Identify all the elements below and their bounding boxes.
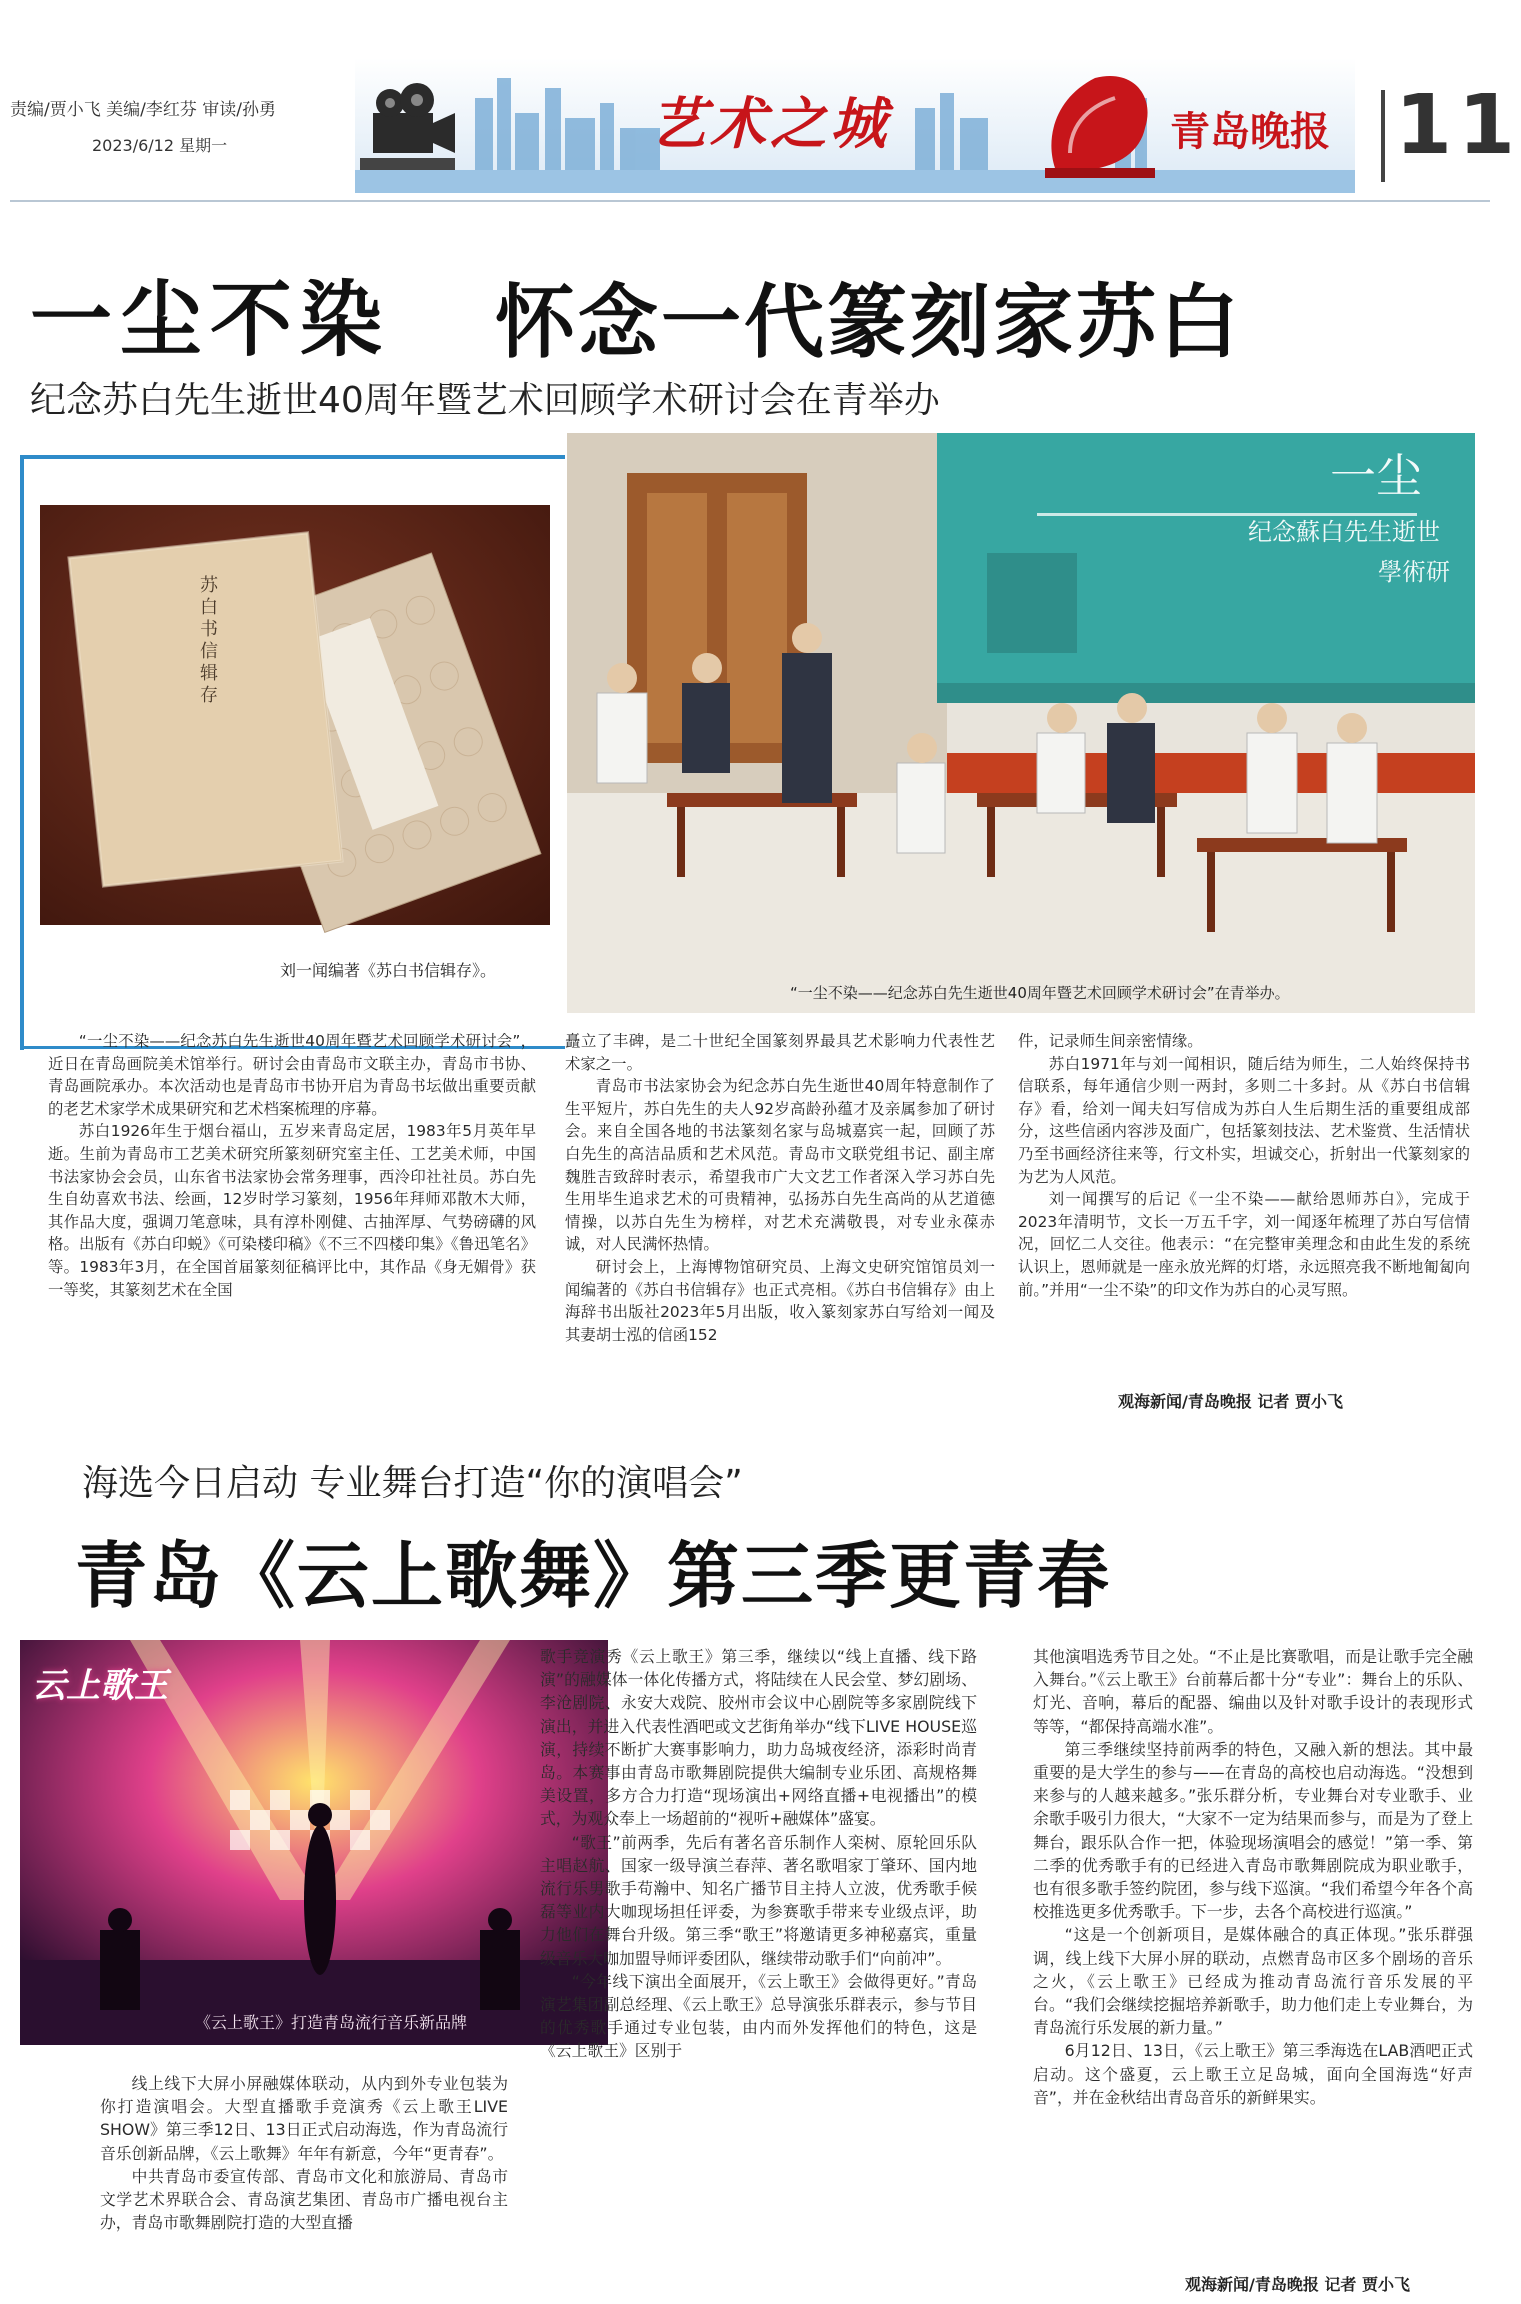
article-2-column-2 <box>540 1645 977 2295</box>
paragraph: 歌手竞演秀《云上歌王》第三季，继续以“线上直播、线下路演”的融媒体一体化传播方式，将陆续在人民会堂、梦幻剧场、李沧剧院、永安大戏院、胶州市会议中心剧院等多家剧院线下演出，并进入代表性酒吧或文艺街角举办“线下LIVE HOUSE巡演，持续不断扩大赛事影响力，助力岛城夜经济，添彩时尚青岛。本赛事由青岛市歌舞剧院提供大编制专业乐团、高规格舞美设置，多方合力打造“现场演出+网络直播+电视播出”的模式，为观众奉上一场超前的“视听+融媒体”盛宴。 <box>540 1647 977 1829</box>
book-photo-caption: 刘一闻编著《苏白书信辑存》。 <box>280 961 497 980</box>
article-2-column-1 <box>100 2072 508 2292</box>
page-number-rule <box>1381 90 1385 182</box>
article-2-column-3 <box>1033 1645 1473 2265</box>
paragraph: 苏白1971年与刘一闻相识，随后结为师生，二人始终保持书信联系，每年通信少则一两封，多则二十多封。从《苏白书信辑存》看，给刘一闻夫妇写信成为苏白人生后期生活的重要组成部分，这些信函内容涉及面广，包括篆刻技法、艺术鉴赏、生活情状乃至书画经济往来等，行文朴实，坦诚交心，折射出一代篆刻家的为艺为人风范。 <box>1018 1054 1470 1186</box>
paragraph: “今年线下演出全面展开，《云上歌王》会做得更好。”青岛演艺集团副总经理、《云上歌王》总导演张乐群表示，参与节目的优秀歌手通过专业包装，由内而外发挥他们的特色，这是《云上歌王》区别于 <box>540 1971 977 2061</box>
headline-1-part-2: 怀念一代篆刻家苏白 <box>495 276 1242 369</box>
paragraph: 其他演唱选秀节目之处。“不止是比赛歌唱，而是让歌手完全融入舞台。”《云上歌王》台前幕后都十分“专业”：舞台上的乐队、灯光、音响，幕后的配器、编曲以及针对歌手设计的表现形式等等，“都保持高端水准”。 <box>1033 1647 1473 1736</box>
headline-2: 青岛《云上歌舞》第三季更青春 <box>75 1534 1112 1618</box>
kicker-2: 海选今日启动 专业舞台打造“你的演唱会” <box>82 1463 743 1504</box>
concert-stage-photo <box>20 1640 608 2045</box>
article-1-column-2 <box>565 1030 995 1415</box>
newspaper-name: 青岛晚报 <box>1170 108 1330 155</box>
book-photo <box>40 505 550 925</box>
article-1-byline: 观海新闻/青岛晚报 记者 贾小飞 <box>1118 1392 1343 1411</box>
paragraph: 苏白1926年生于烟台福山，五岁来青岛定居，1983年5月英年早逝。生前为青岛市工艺美术研究所篆刻研究室主任、工艺美术师，中国书法家协会会员，山东省书法家协会常务理事，西泠印社社员。苏白先生自幼喜欢书法、绘画，12岁时学习篆刻，1956年拜师邓散木大师，其作品大度，强调刀笔意味，具有淳朴刚健、古抽浑厚、气势磅礴的风格。出版有《苏白印蜕》《可染楼印稿》《不三不四楼印集》《鲁迅笔名》等。1983年3月，在全国首届篆刻征稿评比中，其作品《身无媚骨》获一等奖，其篆刻艺术在全国 <box>48 1122 536 1299</box>
stage-logo: 云上歌王 <box>32 1666 168 1706</box>
paragraph: 矗立了丰碑，是二十世纪全国篆刻界最具艺术影响力代表性艺术家之一。 <box>565 1032 995 1073</box>
paragraph: 研讨会上，上海博物馆研究员、上海文史研究馆馆员刘一闻编著的《苏白书信辑存》也正式亮相。《苏白书信辑存》由上海辞书出版社2023年5月出版，收入篆刻家苏白写给刘一闻及其妻胡士泓的信函152 <box>565 1257 995 1344</box>
paragraph: 第三季继续坚持前两季的特色，又融入新的想法。其中最重要的是大学生的参与——在青岛的高校也启动海选。“没想到来参与的人越来越多。”张乐群分析，专业舞台对专业歌手、业余歌手吸引力很大，“大家不一定为结果而参与，而是为了登上舞台，跟乐队合作一把，体验现场演唱会的感觉！”第一季、第二季的优秀歌手有的已经进入青岛市歌舞剧院成为职业歌手，也有很多歌手签约院团，参与线下巡演。“我们希望今年各个高校推选更多优秀歌手。下一步，去各个高校进行巡演。” <box>1033 1739 1473 1922</box>
stage-caption: 《云上歌王》打造青岛流行音乐新品牌 <box>195 2013 468 2032</box>
headline-1-part-1: 一尘不染 <box>30 272 391 368</box>
issue-date: 2023/6/12 星期一 <box>92 136 228 155</box>
section-title: 艺术之城 <box>650 91 890 157</box>
seminar-screen-char: 一尘 <box>1330 449 1422 503</box>
header-divider <box>10 200 1490 202</box>
blue-frame-top <box>20 455 565 459</box>
page-number: 11 <box>1395 78 1521 173</box>
book-cover-title: 苏白书信辑存 <box>200 575 218 706</box>
paragraph: 件，记录师生间亲密情缘。 <box>1018 1032 1203 1050</box>
seminar-screen-subtitle: 學術研 <box>1378 558 1450 586</box>
blue-frame-left <box>20 455 24 1050</box>
article-1-column-3 <box>1018 1030 1470 1360</box>
editors-line: 责编/贾小飞 美编/李红芬 审读/孙勇 <box>10 100 276 120</box>
paragraph: 线上线下大屏小屏融媒体联动，从内到外专业包装为你打造演唱会。大型直播歌手竞演秀《云上歌王LIVE SHOW》第三季12日、13日正式启动海选，作为青岛流行音乐创新品牌，《云上歌舞》年年有新意，今年“更青春”。 <box>100 2074 508 2163</box>
subheadline-1: 纪念苏白先生逝世40周年暨艺术回顾学术研讨会在青举办 <box>30 380 940 421</box>
paragraph: “歌王”前两季，先后有著名音乐制作人栾树、原轮回乐队主唱赵航、国家一级导演兰春萍、著名歌唱家丁肇环、国内地流行乐男歌手苟瀚中、知名广播节目主持人立波，优秀歌手候磊等业内大咖现场担任评委，为参赛歌手带来专业级点评，助力他们在舞台升级。第三季“歌王”将邀请更多神秘嘉宾，重量级音乐大咖加盟导师评委团队，继续带动歌手们“向前冲”。 <box>540 1832 977 1968</box>
paragraph: 6月12日、13日，《云上歌王》第三季海选在LAB酒吧正式启动。这个盛夏，云上歌王立足岛城，面向全国海选“好声音”，并在金秋结出青岛音乐的新鲜果实。 <box>1033 2041 1473 2107</box>
seminar-photo-caption: “一尘不染——纪念苏白先生逝世40周年暨艺术回顾学术研讨会”在青举办。 <box>790 984 1290 1002</box>
article-1-column-1 <box>48 1030 536 1385</box>
paragraph: 中共青岛市委宣传部、青岛市文化和旅游局、青岛市文学艺术界联合会、青岛演艺集团、青岛市广播电视台主办，青岛市歌舞剧院打造的大型直播 <box>100 2166 508 2233</box>
paragraph: 青岛市书法家协会为纪念苏白先生逝世40周年特意制作了生平短片，苏白先生的夫人92岁高龄孙蕴才及亲属参加了研讨会。来自全国各地的书法篆刻名家与岛城嘉宾一起，回顾了苏白先生的高洁品质和艺术风范。青岛市文联党组书记、副主席魏胜吉致辞时表示，希望我市广大文艺工作者深入学习苏白先生用毕生追求艺术的可贵精神，弘扬苏白先生高尚的从艺道德情操，以苏白先生为榜样，对艺术充满敬畏，对专业永葆赤诚，对人民满怀热情。 <box>565 1077 995 1254</box>
paragraph: “这是一个创新项目，是媒体融合的真正体现。”张乐群强调，线上线下大屏小屏的联动，点燃青岛市区多个剧场的音乐之火，《云上歌王》已经成为推动青岛流行音乐发展的平台。“我们会继续挖掘培养新歌手，助力他们走上专业舞台，为青岛流行乐发展的新力量。” <box>1033 1925 1473 2038</box>
seminar-screen-title: 纪念蘇白先生逝世 <box>1248 518 1440 546</box>
paragraph: “一尘不染——纪念苏白先生逝世40周年暨艺术回顾学术研讨会”，近日在青岛画院美术馆举行。研讨会由青岛市文联主办，青岛市书协、青岛画院承办。本次活动也是青岛市书协开启为青岛书坛做出重要贡献的老艺术家学术成果研究和艺术档案梳理的序幕。 <box>48 1032 536 1118</box>
paragraph: 刘一闻撰写的后记《一尘不染——献给恩师苏白》，完成于2023年清明节，文长一万五千字，刘一闻逐年梳理了苏白写信情况，回忆二人交往。他表示：“在完整审美理念和由此生发的系统认识上，恩师就是一座永放光辉的灯塔，永远照亮我不断地匍匐向前。”并用“一尘不染”的印文作为苏白的心灵写照。 <box>1018 1190 1470 1299</box>
article-2-byline: 观海新闻/青岛晚报 记者 贾小飞 <box>1185 2275 1410 2294</box>
